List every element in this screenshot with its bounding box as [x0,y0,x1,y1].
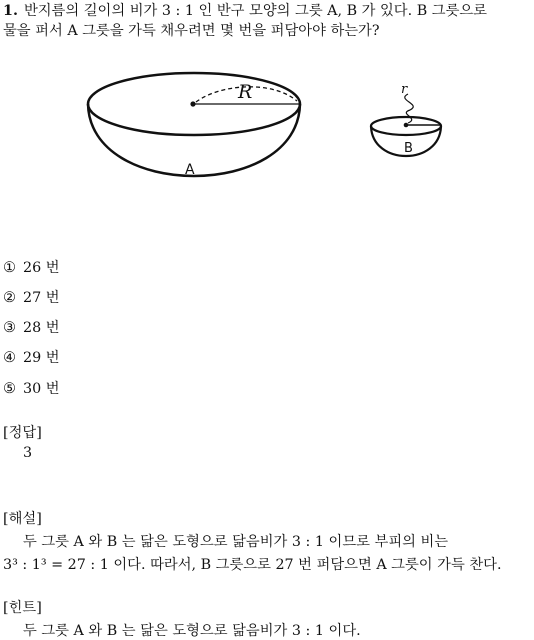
choice-1-text: 26 번 [23,260,60,276]
hemisphere-figure [0,0,534,240]
bowl-a-radius-label: R [238,81,253,103]
explanation-line-2: 3³ : 1³ = 27 : 1 이다. 따라서, B 그릇으로 27 번 퍼담으면 A 그릇이 가득 찬다. [3,557,502,573]
choice-4-text: 29 번 [23,350,60,366]
question-number: 1. [3,3,18,19]
explanation-label: [해설] [3,511,42,527]
question-text-line-1: 반지름의 길이의 비가 3 : 1 인 반구 모양의 그릇 A, B 가 있다. B 그릇으로 [23,3,487,19]
choice-2[interactable] [3,287,60,307]
choice-2-text: 27 번 [23,290,60,306]
choice-5[interactable] [3,378,60,398]
choice-4[interactable] [3,347,60,367]
choice-2-marker: ② [3,290,16,306]
bowl-a-center [190,101,195,106]
bowl-b [371,82,441,156]
bowl-a [88,73,300,178]
hint-label: [힌트] [3,600,42,616]
hint-line-1: 두 그릇 A 와 B 는 닮은 도형으로 닮음비가 3 : 1 이다. [23,623,361,639]
choice-3-marker: ③ [3,320,16,336]
answer-label: [정답] [3,425,42,441]
bowl-b-center [404,123,409,128]
choice-1-marker: ① [3,260,16,276]
choice-5-marker: ⑤ [3,381,16,397]
explanation-line-1: 두 그릇 A 와 B 는 닮은 도형으로 닮음비가 3 : 1 이므로 부피의 비는 [23,534,449,550]
choice-1[interactable] [3,257,60,277]
bowl-b-label: B [404,141,413,156]
bowl-b-radius-pointer [405,94,413,123]
choice-3[interactable] [3,317,60,337]
question-text-line-2: 물을 퍼서 A 그릇을 가득 채우려면 몇 번을 퍼담아야 하는가? [3,23,380,39]
bowl-a-label: A [185,162,195,178]
choice-4-marker: ④ [3,350,16,366]
choice-5-text: 30 번 [23,381,60,397]
bowl-b-radius-label: r [401,82,408,97]
choice-3-text: 28 번 [23,320,60,336]
answer-value: 3 [23,445,33,461]
